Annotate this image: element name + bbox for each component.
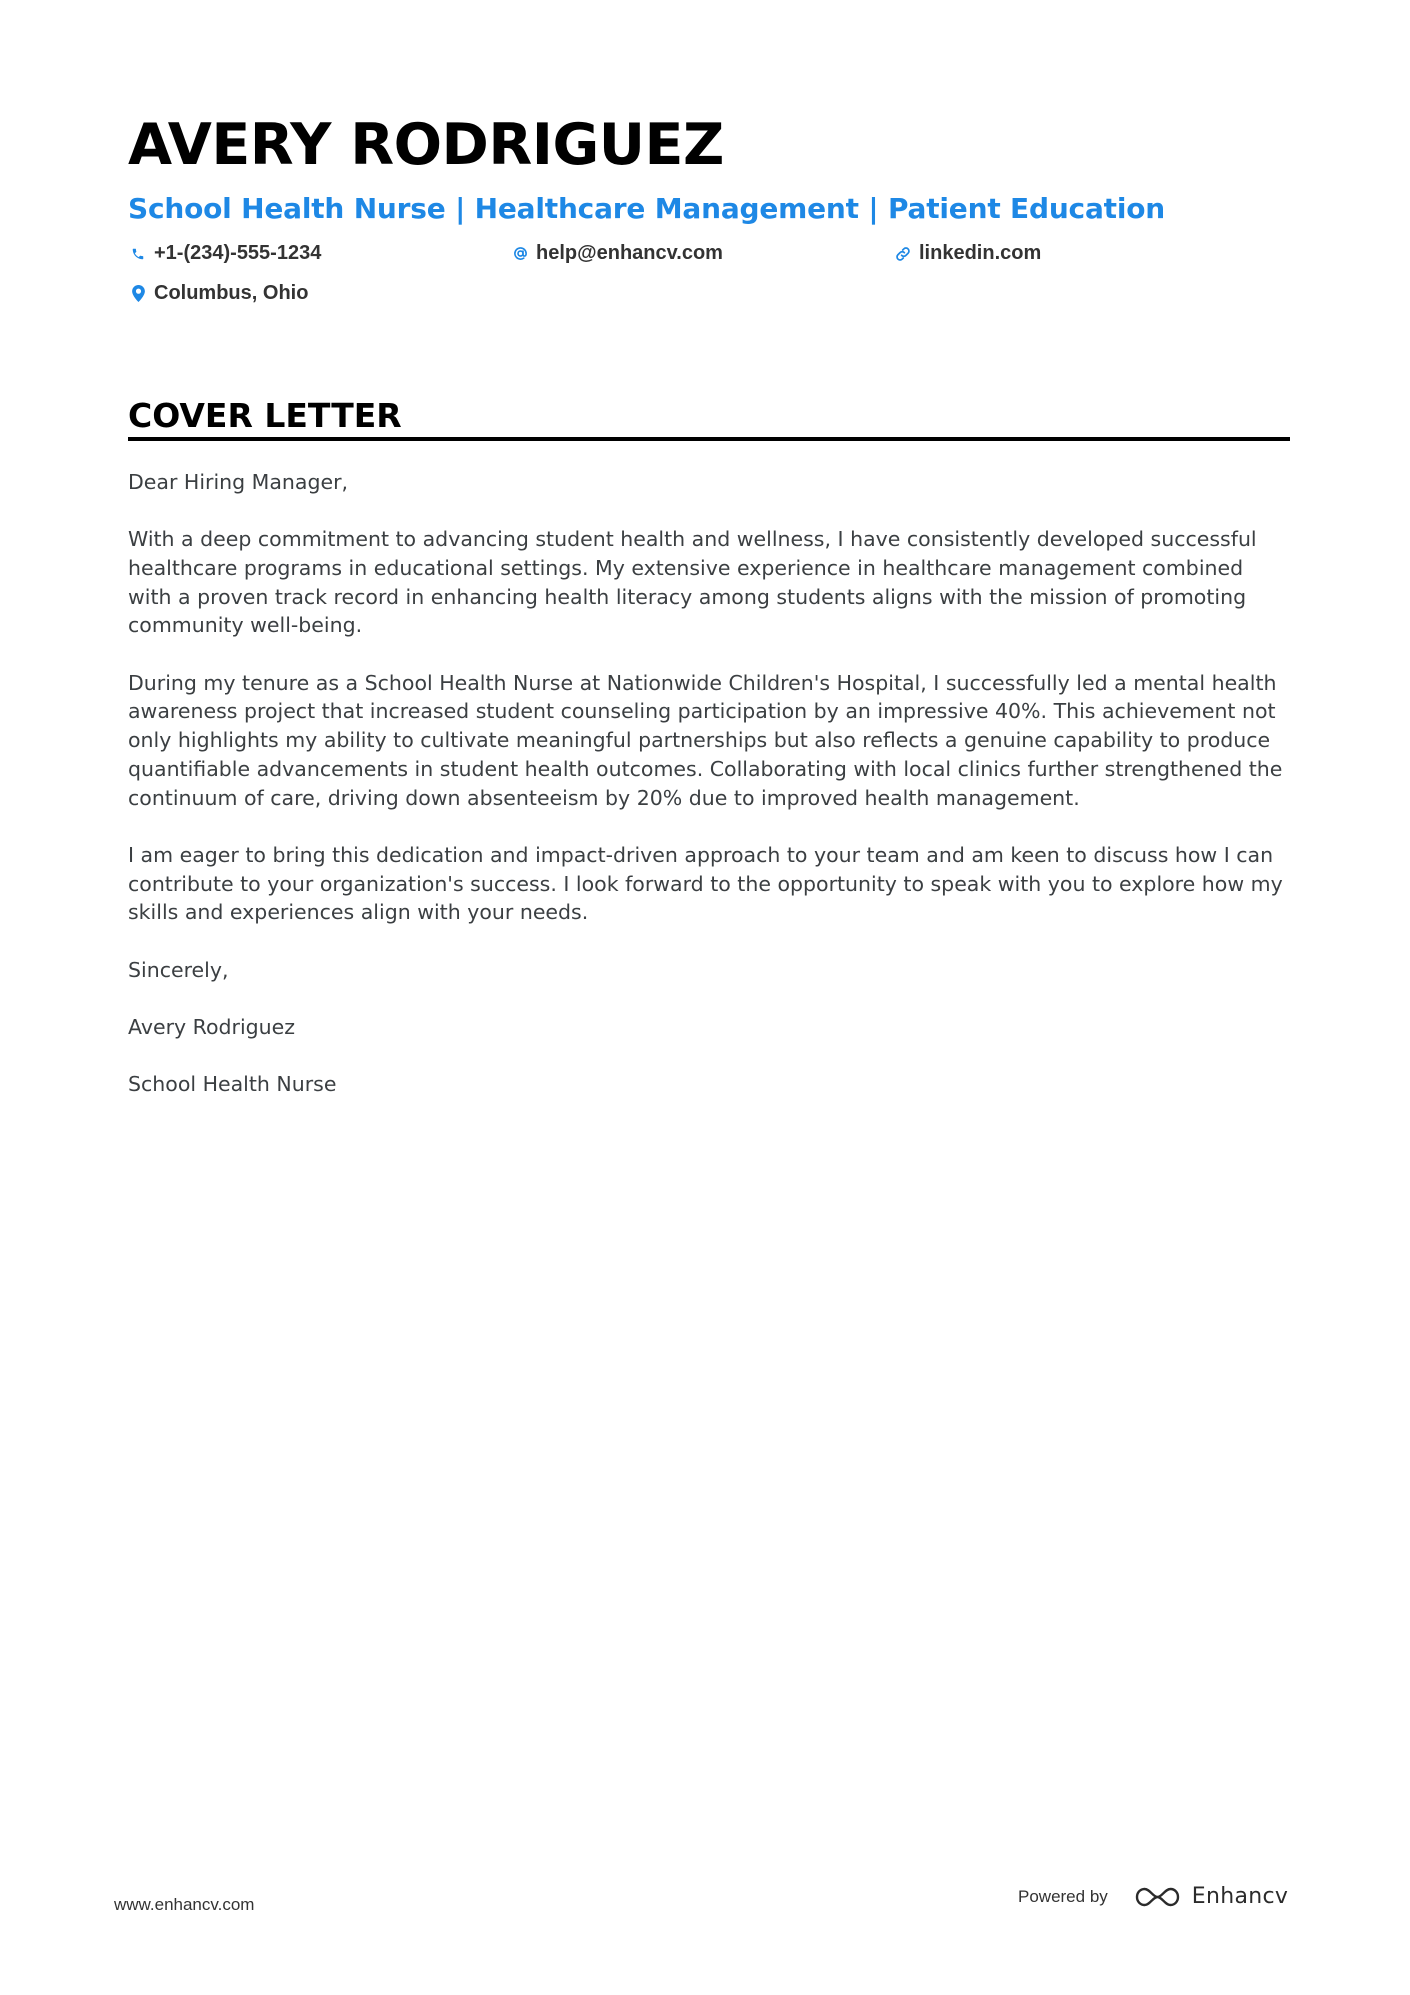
section-title-cover-letter: COVER LETTER [128,396,402,435]
at-icon [512,244,528,264]
powered-by-label: Powered by [1018,1886,1108,1906]
location-text: Columbus, Ohio [154,282,309,304]
letter-closing: Sincerely, [128,957,229,982]
letter-greeting: Dear Hiring Manager, [128,470,349,494]
letter-paragraph: With a deep commitment to advancing student health and wellness, I have consistently developed successful healthcare programs in educational settings. My extensive experience in healthcare management combined with a proven track record in enhancing health literacy among students aligns with the mission of promoting community well-being. [128,527,1257,638]
footer-brand[interactable] [1018,1884,1288,1909]
letter-body [128,468,1290,1127]
email-text[interactable]: help@enhancv.com [536,242,723,264]
signature-name: Avery Rodriguez [128,1014,296,1039]
link-text[interactable]: linkedin.com [919,242,1042,264]
link-icon [895,244,911,264]
candidate-name: AVERY RODRIGUEZ [128,112,724,178]
phone-icon [130,244,146,264]
signature-title: School Health Nurse [128,1072,337,1097]
letter-paragraph: During my tenure as a School Health Nurse at Nationwide Children's Hospital, I successfully led a mental health awareness project that increased student counseling participation by an impressive 40%. This achievement not only highlights my ability to cultivate meaningful partnerships but also reflects a genuine capability to produce quantifiable advancements in student health outcomes. Collaborating with local clinics further strengthened the continuum of care, driving down absenteeism by 20% due to improved health management. [128,670,1283,810]
letter-paragraph: I am eager to bring this dedication and impact-driven approach to your team and am keen to discuss how I can contribute to your organization's success. I look forward to the opportunity to speak with you to explore how my skills and experiences align with your needs. [128,842,1283,925]
footer-url[interactable]: www.enhancv.com [114,1895,255,1914]
contact-phone [130,242,321,265]
contact-email[interactable] [512,242,723,265]
candidate-headline: School Health Nurse | Healthcare Management | Patient Education [128,192,1166,225]
contact-location [130,282,308,305]
contact-link[interactable] [895,242,1041,265]
location-pin-icon [130,284,146,304]
enhancv-logo-icon [1134,1885,1180,1909]
brand-name: Enhancv [1191,1884,1289,1909]
section-divider [128,437,1290,441]
phone-text: +1-(234)-555-1234 [154,242,322,264]
